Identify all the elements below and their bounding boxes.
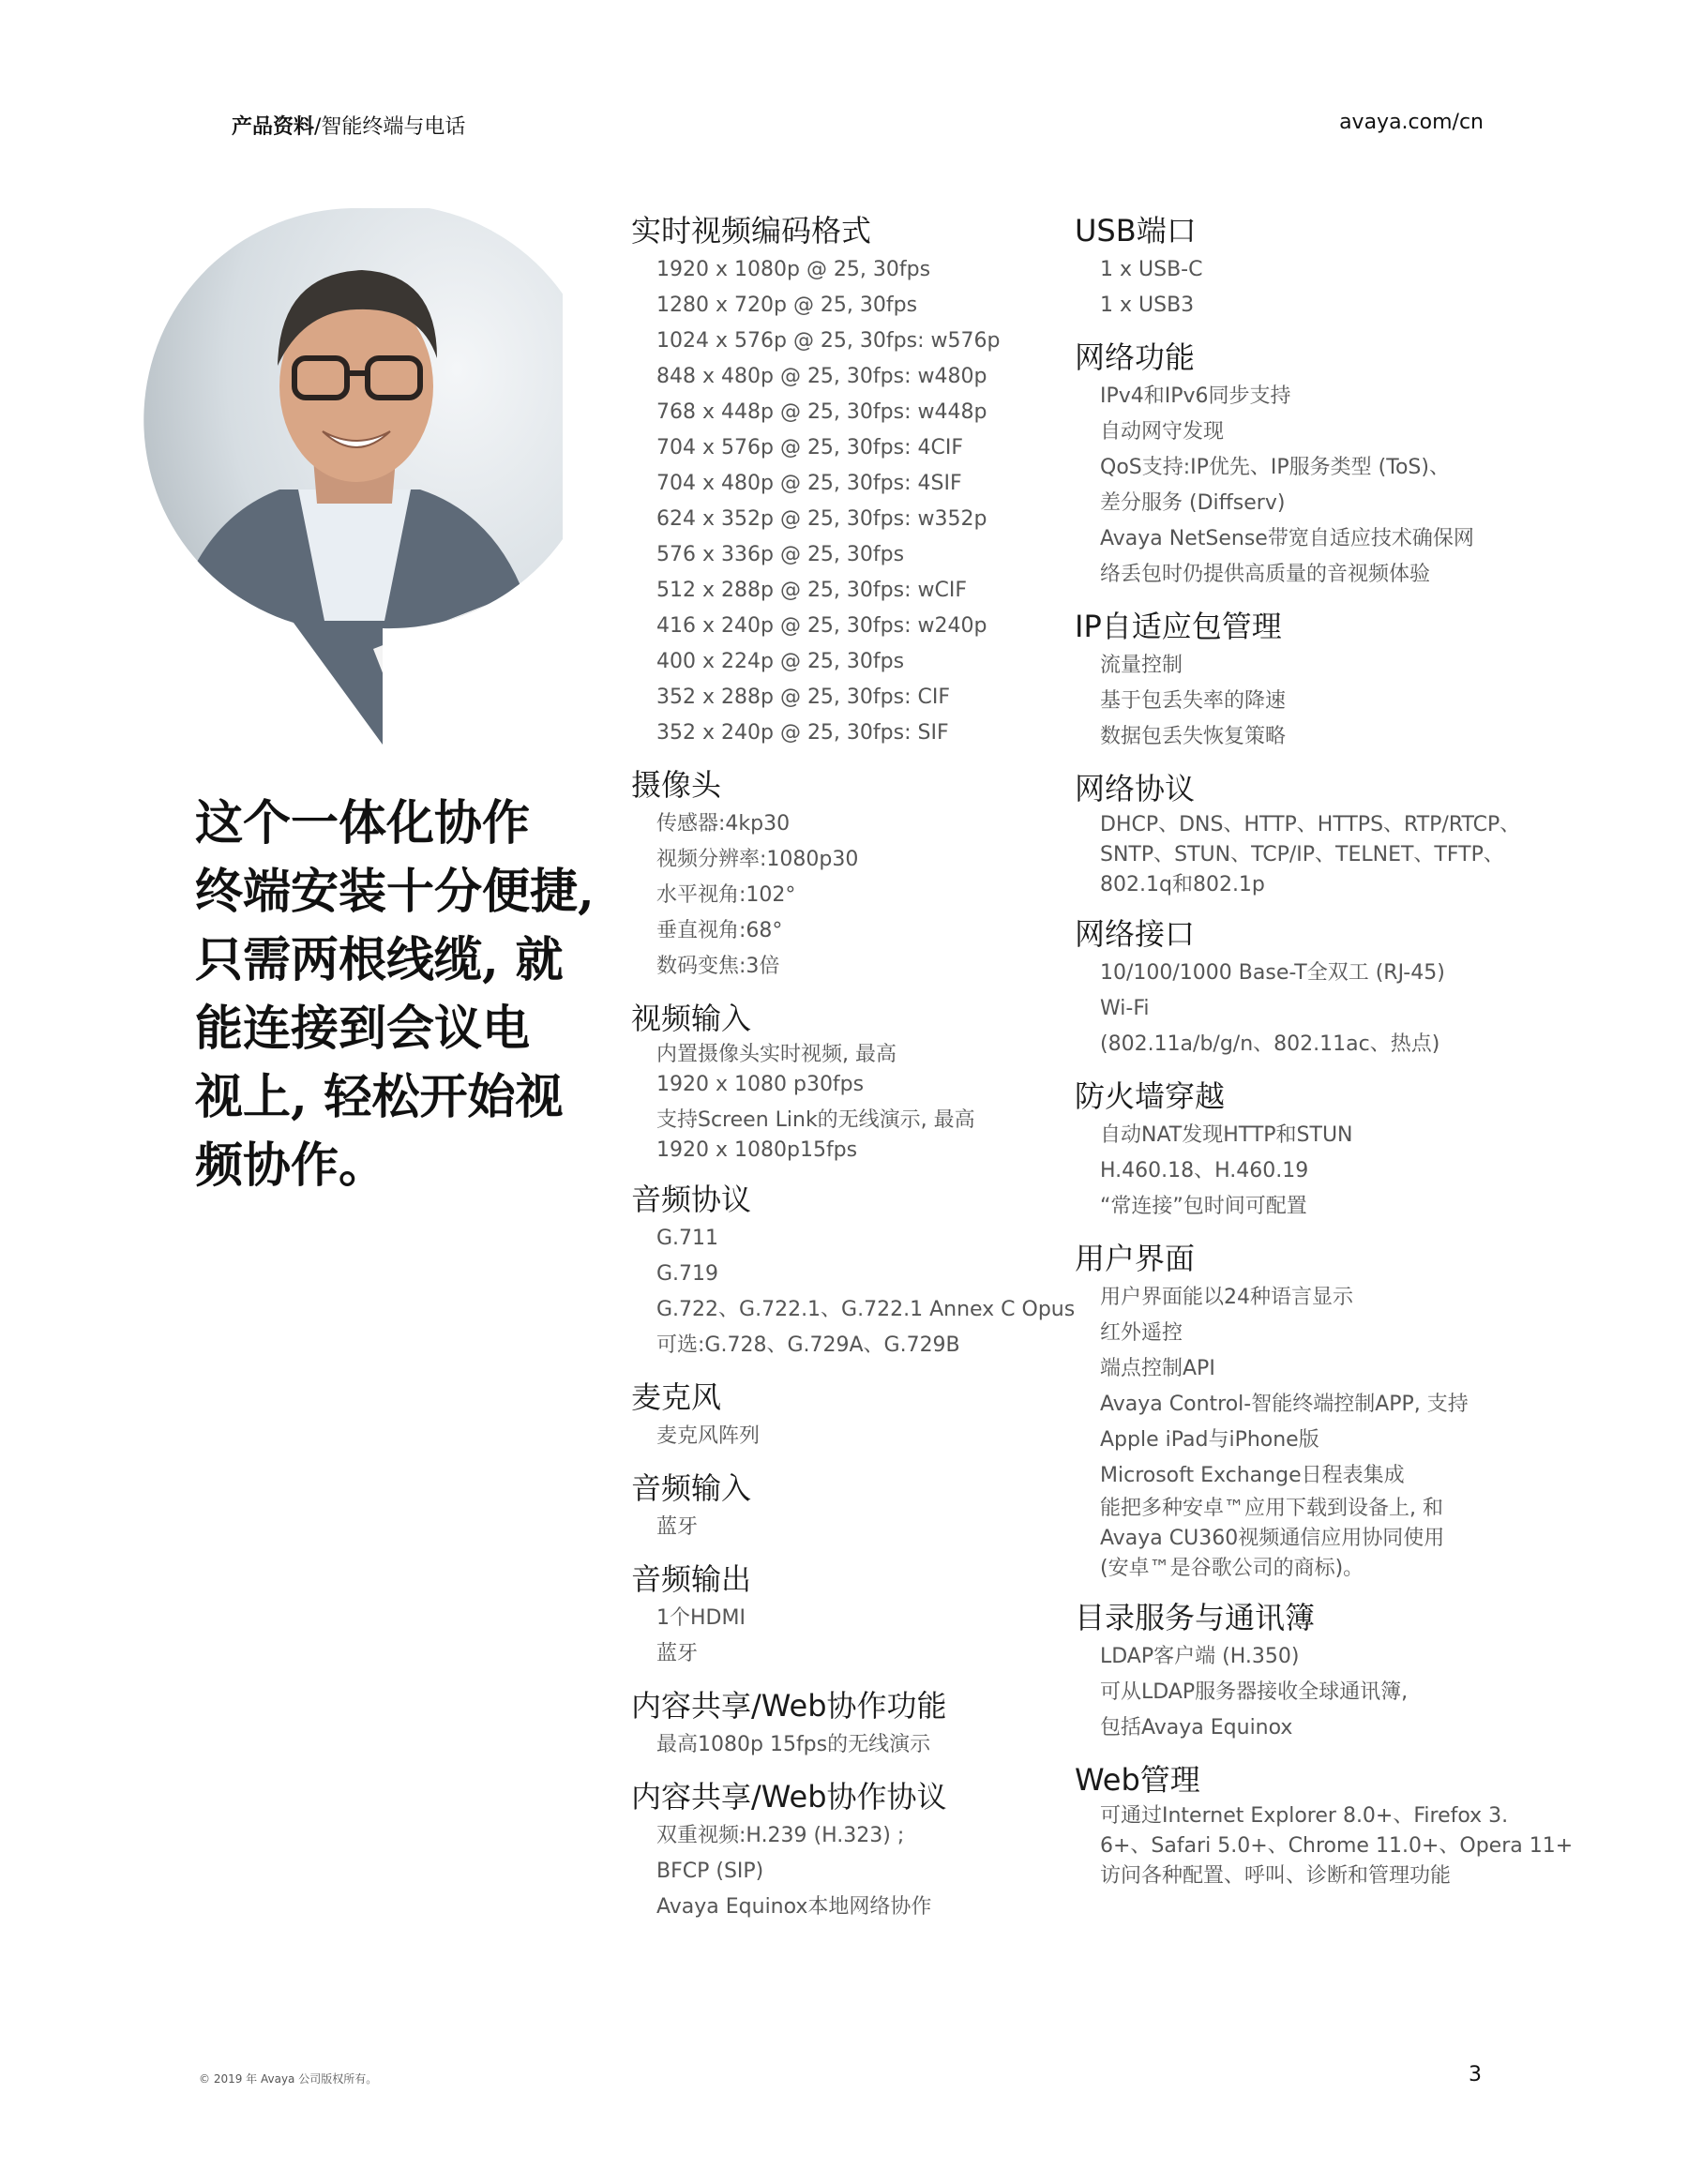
spec-section-title: IP自适应包管理: [1075, 609, 1282, 644]
spec-item-list: [656, 1040, 1044, 1166]
spec-item: DHCP、DNS、HTTP、HTTPS、RTP/RTCP、 SNTP、STUN、TCP/IP、TELNET、TFTP、 802.1q和802.1p: [1100, 813, 1521, 896]
spec-section: [631, 1687, 1044, 1763]
spec-item: “常连接”包时间可配置: [1100, 1195, 1307, 1218]
headline-line: 终端安装十分便捷,: [195, 864, 595, 920]
spec-item: G.711: [656, 1227, 719, 1250]
spec-item-list: [656, 1510, 1044, 1545]
spec-item-list: [1100, 1639, 1525, 1746]
spec-section: [1075, 1599, 1525, 1746]
spec-section-title: 内容共享/Web协作功能: [631, 1688, 947, 1724]
spec-section: [631, 212, 1044, 751]
spec-item: 差分服务 (Diffserv): [1100, 491, 1286, 515]
spec-item-list: [656, 806, 1044, 985]
spec-item: 内置摄像头实时视频, 最高 1920 x 1080 p30fps: [656, 1043, 897, 1096]
header-breadcrumb: [232, 111, 465, 140]
spec-item: (802.11a/b/g/n、802.11ac、热点): [1100, 1032, 1440, 1056]
spec-item: 蓝牙: [656, 1515, 699, 1539]
spec-item-list: [1100, 1801, 1574, 1891]
spec-section-title: 网络功能: [1075, 339, 1196, 375]
spec-item-list: [656, 252, 1044, 751]
spec-item: 包括Avaya Equinox: [1100, 1716, 1293, 1740]
spec-section: [631, 1778, 1044, 1925]
spec-section: [631, 1469, 1044, 1545]
spec-item: 可通过Internet Explorer 8.0+、Firefox 3. 6+、Safari 5.0+、Chrome 11.0+、Opera 11+ 访问各种配置、呼叫、诊断和管理功能: [1100, 1804, 1574, 1888]
spec-item: Avaya Control-智能终端控制APP, 支持: [1100, 1393, 1469, 1416]
spec-section-title: 音频输出: [631, 1561, 752, 1597]
spec-item: 352 x 240p @ 25, 30fps: SIF: [656, 721, 949, 745]
spec-item: BFCP (SIP): [656, 1860, 764, 1883]
spec-section: [1075, 608, 1525, 755]
spec-item: 视频分辨率:1080p30: [656, 848, 859, 871]
spec-section-title: 网络接口: [1075, 916, 1196, 952]
spec-section: [1075, 1077, 1525, 1225]
spec-item: 848 x 480p @ 25, 30fps: w480p: [656, 365, 987, 388]
spec-item: Apple iPad与iPhone版: [1100, 1428, 1319, 1452]
spec-item: G.722、G.722.1、G.722.1 Annex C Opus: [656, 1298, 1076, 1321]
headline: [195, 790, 598, 1200]
spec-item-list: [1100, 252, 1525, 324]
spec-item: 用户界面能以24种语言显示: [1100, 1286, 1353, 1309]
spec-item: 垂直视角:68°: [656, 919, 783, 942]
spec-section: [1075, 1761, 1574, 1891]
spec-item-list: [656, 1221, 1076, 1363]
spec-item: 可选:G.728、G.729A、G.729B: [656, 1333, 960, 1357]
header-url[interactable]: avaya.com/cn: [1339, 111, 1484, 134]
spec-column-left: [631, 212, 1076, 1940]
spec-item: 1280 x 720p @ 25, 30fps: [656, 294, 918, 317]
spec-item: 自动网守发现: [1100, 420, 1225, 444]
spec-item: 10/100/1000 Base-T全双工 (RJ-45): [1100, 961, 1445, 985]
spec-item: 352 x 288p @ 25, 30fps: CIF: [656, 685, 950, 709]
spec-item-list: [1100, 379, 1525, 593]
spec-item: 红外遥控: [1100, 1321, 1183, 1345]
spec-item: 1920 x 1080p @ 25, 30fps: [656, 258, 931, 281]
spec-column-right: [1075, 212, 1574, 1906]
spec-section: [1075, 339, 1525, 593]
spec-item: 624 x 352p @ 25, 30fps: w352p: [656, 507, 987, 531]
spec-item-list: [656, 1419, 1044, 1454]
spec-section: [631, 1378, 1044, 1454]
spec-section-title: USB端口: [1075, 213, 1197, 249]
spec-item: 水平视角:102°: [656, 883, 796, 907]
spec-item: 416 x 240p @ 25, 30fps: w240p: [656, 614, 987, 638]
header-subtitle: /智能终端与电话: [314, 115, 466, 139]
spec-item: 704 x 480p @ 25, 30fps: 4SIF: [656, 472, 962, 495]
spec-item: 传感器:4kp30: [656, 812, 791, 836]
spec-item: 基于包丢失率的降速: [1100, 689, 1287, 713]
spec-section-title: 内容共享/Web协作协议: [631, 1779, 947, 1815]
spec-section-title: 实时视频编码格式: [631, 213, 872, 249]
spec-section-title: 防火墙穿越: [1075, 1078, 1226, 1114]
spec-section: [1075, 1240, 1525, 1584]
spec-item: 1个HDMI: [656, 1606, 746, 1630]
spec-item: LDAP客户端 (H.350): [1100, 1645, 1300, 1668]
spec-item: 1024 x 576p @ 25, 30fps: w576p: [656, 329, 1001, 353]
spec-item: Avaya NetSense带宽自适应技术确保网: [1100, 527, 1474, 550]
spec-item: 704 x 576p @ 25, 30fps: 4CIF: [656, 436, 963, 459]
spec-item: 端点控制API: [1100, 1357, 1215, 1380]
spec-item: 最高1080p 15fps的无线演示: [656, 1733, 931, 1756]
spec-section-title: 用户界面: [1075, 1241, 1196, 1276]
headline-line: 频协作。: [195, 1137, 387, 1194]
spec-item: 麦克风阵列: [656, 1424, 761, 1448]
spec-item-list: [656, 1601, 1044, 1672]
spec-item-list: [1100, 810, 1525, 900]
spec-item: 蓝牙: [656, 1642, 699, 1665]
spec-item: QoS支持:IP优先、IP服务类型 (ToS)、: [1100, 456, 1450, 479]
spec-item: 数码变焦:3倍: [656, 955, 780, 978]
spec-section-title: 目录服务与通讯簿: [1075, 1600, 1316, 1635]
spec-section-title: 摄像头: [631, 767, 722, 803]
spec-section-title: 视频输入: [631, 1001, 752, 1036]
spec-item: 768 x 448p @ 25, 30fps: w448p: [656, 400, 987, 424]
spec-item: 能把多种安卓™应用下载到设备上, 和 Avaya CU360视频通信应用协同使用 (安卓™是谷歌公司的商标)。: [1100, 1497, 1445, 1580]
spec-section-title: 网络协议: [1075, 771, 1196, 806]
spec-item: 576 x 336p @ 25, 30fps: [656, 543, 905, 566]
spec-section-title: Web管理: [1075, 1762, 1200, 1798]
spec-section: [631, 1560, 1044, 1672]
spec-item: 络丢包时仍提供高质量的音视频体验: [1100, 563, 1431, 586]
spec-item: 1 x USB-C: [1100, 258, 1203, 281]
header-category: 产品资料: [232, 115, 315, 139]
spec-section: [1075, 915, 1525, 1062]
spec-item-list: [1100, 648, 1525, 755]
spec-item: 400 x 224p @ 25, 30fps: [656, 650, 905, 673]
spec-item-list: [1100, 956, 1525, 1062]
spec-item: 可从LDAP服务器接收全球通讯簿,: [1100, 1680, 1409, 1704]
spec-item: 流量控制: [1100, 654, 1183, 677]
spec-section-title: 音频输入: [631, 1470, 752, 1506]
headline-line: 只需两根线缆, 就: [195, 932, 564, 988]
portrait-photo: [139, 208, 563, 745]
page-number: 3: [1469, 2063, 1482, 2086]
spec-section: [631, 1181, 1076, 1363]
spec-item: IPv4和IPv6同步支持: [1100, 384, 1291, 408]
footer-copyright: © 2019 年 Avaya 公司版权所有。: [199, 2072, 378, 2086]
spec-item: G.719: [656, 1262, 719, 1286]
spec-item: Microsoft Exchange日程表集成: [1100, 1464, 1405, 1487]
headline-line: 能连接到会议电: [195, 1001, 531, 1057]
spec-item: 支持Screen Link的无线演示, 最高 1920 x 1080p15fps: [656, 1108, 975, 1162]
spec-item: Avaya Equinox本地网络协作: [656, 1895, 932, 1919]
spec-item: H.460.18、H.460.19: [1100, 1159, 1309, 1182]
headline-line: 视上, 轻松开始视: [195, 1069, 564, 1125]
spec-item-list: [656, 1727, 1044, 1763]
spec-item: 512 x 288p @ 25, 30fps: wCIF: [656, 579, 967, 602]
spec-section-title: 麦克风: [631, 1379, 722, 1415]
spec-item-list: [1100, 1280, 1525, 1584]
spec-item: 自动NAT发现HTTP和STUN: [1100, 1123, 1353, 1147]
spec-section-title: 音频协议: [631, 1182, 752, 1217]
spec-section: [631, 1000, 1044, 1166]
spec-section: [1075, 770, 1525, 900]
spec-item: 双重视频:H.239 (H.323) ;: [656, 1824, 905, 1847]
spec-item: 1 x USB3: [1100, 294, 1195, 317]
headline-line: 这个一体化协作: [195, 795, 531, 851]
spec-section: [631, 766, 1044, 985]
spec-item: 数据包丢失恢复策略: [1100, 725, 1287, 748]
spec-section: [1075, 212, 1525, 324]
spec-item-list: [656, 1818, 1044, 1925]
spec-item: Wi-Fi: [1100, 997, 1150, 1020]
spec-item-list: [1100, 1118, 1525, 1225]
